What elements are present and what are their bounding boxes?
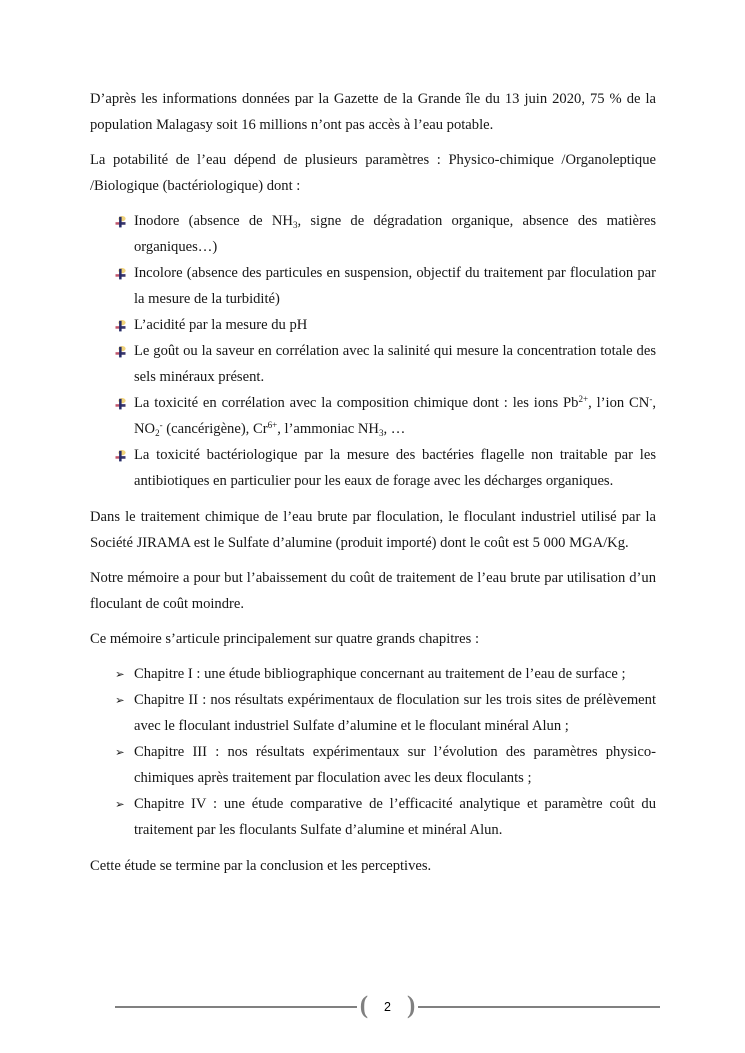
chapter-item xyxy=(115,687,656,739)
paragraph-intro: D’après les informations données par la Gazette de la Grande île du 13 juin 2020, 75 % de la population Malagasy soit 16 millions n’ont pas accès à l’eau potable. xyxy=(90,91,656,133)
water-quality-criteria-list xyxy=(90,208,656,494)
page-number: 2 xyxy=(384,1000,391,1014)
plus-cross-bullet-icon xyxy=(115,338,134,390)
chapter-item-text: Chapitre II : nos résultats expérimentaux de floculation sur les trois sites de prélèvement avec le floculant industriel Sulfate d’alumine et le floculant minéral Alun ; xyxy=(134,692,656,734)
paragraph-closing: Cette étude se termine par la conclusion et les perceptives. xyxy=(90,858,432,874)
criteria-item xyxy=(115,260,656,312)
criteria-item xyxy=(115,390,656,442)
arrowhead-bullet-icon: ➢ xyxy=(115,745,125,759)
arrowhead-bullet-icon: ➢ xyxy=(115,797,125,811)
arrowhead-bullet-icon: ➢ xyxy=(115,667,125,681)
plus-cross-bullet-icon xyxy=(115,390,134,442)
footer-rule-left xyxy=(115,1006,357,1008)
paragraph-goal: Notre mémoire a pour but l’abaissement du coût de traitement de l’eau brute par utilisation d’un floculant de coût moindre. xyxy=(90,570,656,612)
footer-bracket-left-icon: ( xyxy=(359,991,369,1019)
page-footer xyxy=(115,991,660,1020)
criteria-item xyxy=(115,442,656,494)
plus-cross-bullet-icon xyxy=(115,208,134,260)
paragraph-chapters-intro: Ce mémoire s’articule principalement sur quatre grands chapitres : xyxy=(90,631,480,647)
plus-cross-bullet-icon xyxy=(115,260,134,312)
chapter-item-text: Chapitre III : nos résultats expérimentaux sur l’évolution des paramètres physico-chimiques après traitement par floculation avec les deux floculants ; xyxy=(134,744,656,786)
criteria-item-text: L’acidité par la mesure du pH xyxy=(134,317,308,333)
paragraph-potability: La potabilité de l’eau dépend de plusieurs paramètres : Physico-chimique /Organoleptique /Biologique (bactériologique) dont : xyxy=(90,152,656,194)
plus-cross-bullet-icon xyxy=(115,442,134,494)
chapter-item-text: Chapitre IV : une étude comparative de l’efficacité analytique et paramètre coût du traitement par les floculants Sulfate d’alumine et minéral Alun. xyxy=(134,796,656,838)
paragraph-treatment-cost: Dans le traitement chimique de l’eau brute par floculation, le floculant industriel utilisé par la Société JIRAMA est le Sulfate d’alumine (produit importé) dont le coût est 5 000 MGA/Kg. xyxy=(90,509,656,551)
chapter-item xyxy=(115,791,656,843)
criteria-item-text: La toxicité bactériologique par la mesure des bactéries flagelle non traitable par les antibiotiques en particulier pour les eaux de forage avec les décharges organiques. xyxy=(134,447,656,489)
chapter-item xyxy=(115,661,656,687)
chapter-item-text: Chapitre I : une étude bibliographique concernant au traitement de l’eau de surface ; xyxy=(134,666,626,682)
chapter-item xyxy=(115,739,656,791)
criteria-item-text: Inodore (absence de $NH_3$, signe de dégradation organique, absence des matières organiques…) xyxy=(134,213,656,255)
criteria-item-text: Le goût ou la saveur en corrélation avec la salinité qui mesure la concentration totale des sels minéraux présent. xyxy=(134,343,656,385)
criteria-item xyxy=(115,312,656,338)
footer-bracket-right-icon: ) xyxy=(406,991,416,1019)
criteria-item xyxy=(115,338,656,390)
criteria-item-text: La toxicité en corrélation avec la composition chimique dont : les ions $Pb^{2+}$, l’ion CN-, $NO_2^-$ (cancérigène), $Cr^{6+}$, l’ammoniac $NH_3$, … xyxy=(134,394,657,438)
criteria-item-text: Incolore (absence des particules en suspension, objectif du traitement par floculation par la mesure de la turbidité) xyxy=(134,265,656,307)
footer-rule-right xyxy=(418,1006,660,1008)
criteria-item xyxy=(115,208,656,260)
plus-cross-bullet-icon xyxy=(115,312,134,338)
arrowhead-bullet-icon: ➢ xyxy=(115,693,125,707)
chapters-list xyxy=(90,661,656,843)
page-content xyxy=(90,86,656,888)
